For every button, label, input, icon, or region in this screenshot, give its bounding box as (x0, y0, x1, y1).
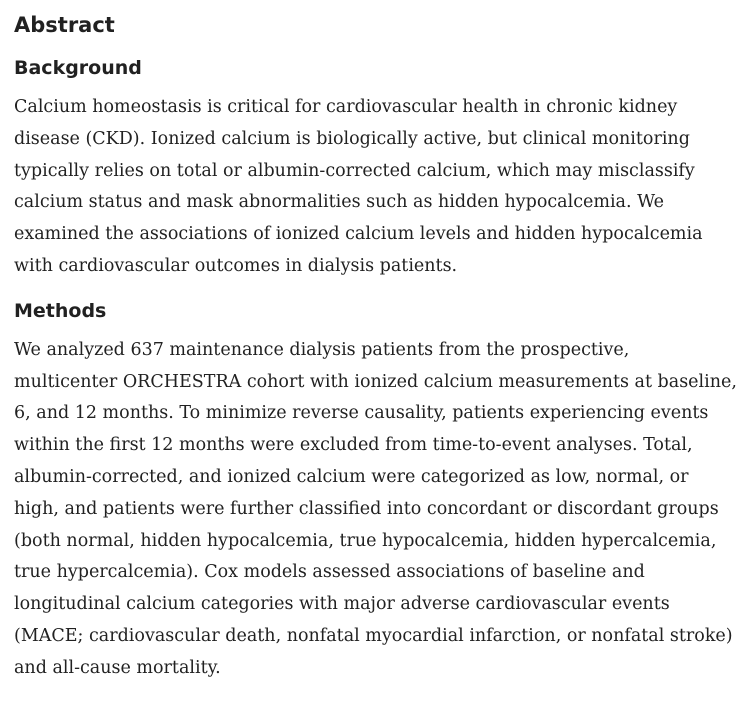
methods-heading: Methods (14, 299, 107, 322)
methods-text: We analyzed 637 maintenance dialysis patients from the prospective, multicenter ORCHESTRA cohort with ionized calcium measurements at baseline, 6, and 12 months. To minimize reverse causality, patients experiencing events within the first 12 months were excluded from time-to-event analyses. Total, albumin-corrected, and ionized calcium were categorized as low, normal, or high, and patients were further classified into concordant or discordant groups (both normal, hidden hypocalcemia, true hypocalcemia, hidden hypercalcemia, true hypercalcemia). Cox models assessed associations of baseline and longitudinal calcium categories with major adverse cardiovascular events (MACE; cardiovascular death, nonfatal myocardial infarction, or nonfatal stroke) and all-cause mortality. (14, 339, 737, 678)
background-text: Calcium homeostasis is critical for cardiovascular health in chronic kidney disease (CKD). Ionized calcium is biologically active, but clinical monitoring typically relies on total or albumin-corrected calcium, which may misclassify calcium status and mask abnormalities such as hidden hypocalcemia. We examined the associations of ionized calcium levels and hidden hypocalcemia with cardiovascular outcomes in dialysis patients. (14, 97, 703, 276)
abstract-title: Abstract (14, 13, 115, 37)
background-section (14, 54, 738, 283)
background-heading: Background (14, 57, 142, 79)
methods-section (14, 297, 738, 685)
